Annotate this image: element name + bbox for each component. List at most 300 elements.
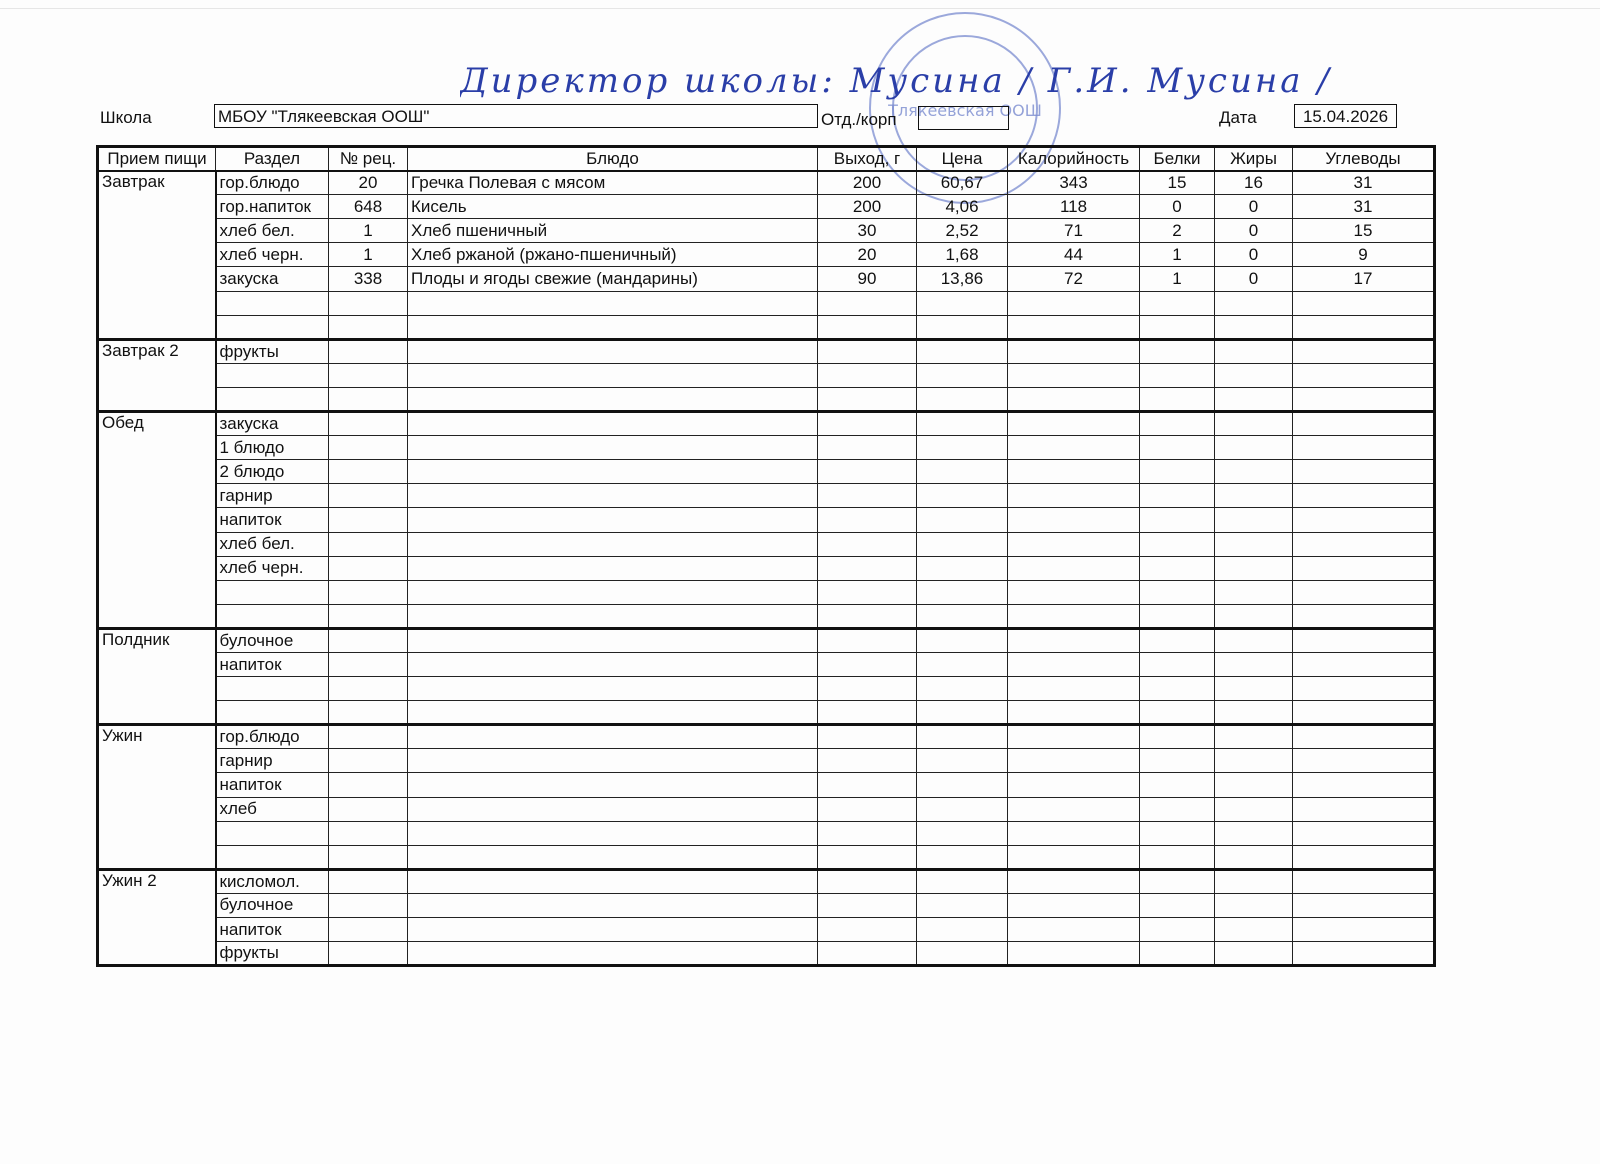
price-cell[interactable] xyxy=(917,484,1008,508)
recipe-number-cell[interactable]: 20 xyxy=(329,171,408,195)
price-cell[interactable] xyxy=(917,942,1008,966)
section-cell[interactable] xyxy=(216,701,329,725)
protein-cell[interactable]: 0 xyxy=(1140,195,1215,219)
price-cell[interactable] xyxy=(917,749,1008,773)
recipe-number-cell[interactable] xyxy=(329,508,408,532)
date-field[interactable]: 15.04.2026 xyxy=(1294,104,1397,128)
carbs-cell[interactable] xyxy=(1293,436,1435,460)
protein-cell[interactable]: 1 xyxy=(1140,267,1215,291)
price-cell[interactable] xyxy=(917,845,1008,869)
recipe-number-cell[interactable] xyxy=(329,339,408,363)
recipe-number-cell[interactable] xyxy=(329,652,408,676)
price-cell[interactable] xyxy=(917,628,1008,652)
recipe-number-cell[interactable] xyxy=(329,701,408,725)
dish-cell[interactable] xyxy=(408,387,818,411)
fat-cell[interactable] xyxy=(1215,628,1293,652)
recipe-number-cell[interactable] xyxy=(329,918,408,942)
calories-cell[interactable] xyxy=(1008,628,1140,652)
calories-cell[interactable]: 72 xyxy=(1008,267,1140,291)
price-cell[interactable] xyxy=(917,556,1008,580)
protein-cell[interactable] xyxy=(1140,291,1215,315)
price-cell[interactable] xyxy=(917,363,1008,387)
dish-cell[interactable] xyxy=(408,339,818,363)
section-cell[interactable]: фрукты xyxy=(216,339,329,363)
dish-cell[interactable] xyxy=(408,412,818,436)
protein-cell[interactable] xyxy=(1140,556,1215,580)
fat-cell[interactable]: 0 xyxy=(1215,243,1293,267)
yield-cell[interactable] xyxy=(818,436,917,460)
section-cell[interactable]: гарнир xyxy=(216,484,329,508)
protein-cell[interactable] xyxy=(1140,387,1215,411)
recipe-number-cell[interactable] xyxy=(329,628,408,652)
calories-cell[interactable] xyxy=(1008,291,1140,315)
dish-cell[interactable] xyxy=(408,869,818,893)
carbs-cell[interactable] xyxy=(1293,797,1435,821)
dish-cell[interactable] xyxy=(408,604,818,628)
protein-cell[interactable]: 1 xyxy=(1140,243,1215,267)
section-cell[interactable] xyxy=(216,677,329,701)
fat-cell[interactable] xyxy=(1215,725,1293,749)
carbs-cell[interactable] xyxy=(1293,315,1435,339)
calories-cell[interactable] xyxy=(1008,508,1140,532)
carbs-cell[interactable] xyxy=(1293,508,1435,532)
fat-cell[interactable] xyxy=(1215,797,1293,821)
protein-cell[interactable] xyxy=(1140,628,1215,652)
yield-cell[interactable] xyxy=(818,797,917,821)
price-cell[interactable]: 2,52 xyxy=(917,219,1008,243)
protein-cell[interactable] xyxy=(1140,677,1215,701)
recipe-number-cell[interactable] xyxy=(329,580,408,604)
protein-cell[interactable] xyxy=(1140,918,1215,942)
yield-cell[interactable]: 90 xyxy=(818,267,917,291)
fat-cell[interactable] xyxy=(1215,315,1293,339)
recipe-number-cell[interactable]: 1 xyxy=(329,219,408,243)
yield-cell[interactable] xyxy=(818,749,917,773)
recipe-number-cell[interactable]: 1 xyxy=(329,243,408,267)
section-cell[interactable]: закуска xyxy=(216,412,329,436)
carbs-cell[interactable] xyxy=(1293,749,1435,773)
fat-cell[interactable] xyxy=(1215,773,1293,797)
protein-cell[interactable] xyxy=(1140,460,1215,484)
dish-cell[interactable] xyxy=(408,701,818,725)
carbs-cell[interactable] xyxy=(1293,942,1435,966)
yield-cell[interactable] xyxy=(818,821,917,845)
carbs-cell[interactable] xyxy=(1293,484,1435,508)
carbs-cell[interactable] xyxy=(1293,701,1435,725)
section-cell[interactable] xyxy=(216,363,329,387)
protein-cell[interactable] xyxy=(1140,339,1215,363)
recipe-number-cell[interactable]: 338 xyxy=(329,267,408,291)
calories-cell[interactable]: 343 xyxy=(1008,171,1140,195)
calories-cell[interactable] xyxy=(1008,845,1140,869)
dish-cell[interactable] xyxy=(408,893,818,917)
fat-cell[interactable] xyxy=(1215,652,1293,676)
section-cell[interactable]: напиток xyxy=(216,508,329,532)
carbs-cell[interactable] xyxy=(1293,918,1435,942)
fat-cell[interactable] xyxy=(1215,412,1293,436)
calories-cell[interactable] xyxy=(1008,339,1140,363)
fat-cell[interactable] xyxy=(1215,532,1293,556)
yield-cell[interactable] xyxy=(818,628,917,652)
protein-cell[interactable] xyxy=(1140,604,1215,628)
calories-cell[interactable] xyxy=(1008,773,1140,797)
protein-cell[interactable] xyxy=(1140,315,1215,339)
calories-cell[interactable] xyxy=(1008,821,1140,845)
yield-cell[interactable] xyxy=(818,484,917,508)
section-cell[interactable] xyxy=(216,845,329,869)
fat-cell[interactable] xyxy=(1215,701,1293,725)
dish-cell[interactable] xyxy=(408,652,818,676)
section-cell[interactable]: хлеб бел. xyxy=(216,219,329,243)
section-cell[interactable]: напиток xyxy=(216,773,329,797)
protein-cell[interactable] xyxy=(1140,532,1215,556)
recipe-number-cell[interactable] xyxy=(329,749,408,773)
carbs-cell[interactable] xyxy=(1293,628,1435,652)
section-cell[interactable]: хлеб черн. xyxy=(216,243,329,267)
fat-cell[interactable] xyxy=(1215,869,1293,893)
dish-cell[interactable]: Кисель xyxy=(408,195,818,219)
dish-cell[interactable] xyxy=(408,918,818,942)
price-cell[interactable]: 1,68 xyxy=(917,243,1008,267)
price-cell[interactable] xyxy=(917,773,1008,797)
fat-cell[interactable] xyxy=(1215,749,1293,773)
calories-cell[interactable] xyxy=(1008,725,1140,749)
carbs-cell[interactable] xyxy=(1293,556,1435,580)
recipe-number-cell[interactable] xyxy=(329,604,408,628)
calories-cell[interactable] xyxy=(1008,652,1140,676)
dish-cell[interactable] xyxy=(408,773,818,797)
calories-cell[interactable] xyxy=(1008,677,1140,701)
dish-cell[interactable] xyxy=(408,315,818,339)
section-cell[interactable]: булочное xyxy=(216,628,329,652)
section-cell[interactable]: закуска xyxy=(216,267,329,291)
section-cell[interactable] xyxy=(216,387,329,411)
yield-cell[interactable] xyxy=(818,363,917,387)
dish-cell[interactable] xyxy=(408,677,818,701)
fat-cell[interactable] xyxy=(1215,339,1293,363)
section-cell[interactable]: кисломол. xyxy=(216,869,329,893)
recipe-number-cell[interactable] xyxy=(329,725,408,749)
protein-cell[interactable]: 15 xyxy=(1140,171,1215,195)
dish-cell[interactable] xyxy=(408,628,818,652)
dish-cell[interactable] xyxy=(408,556,818,580)
protein-cell[interactable] xyxy=(1140,652,1215,676)
dish-cell[interactable] xyxy=(408,580,818,604)
recipe-number-cell[interactable] xyxy=(329,869,408,893)
calories-cell[interactable] xyxy=(1008,701,1140,725)
yield-cell[interactable] xyxy=(818,677,917,701)
carbs-cell[interactable] xyxy=(1293,291,1435,315)
section-cell[interactable]: гор.блюдо xyxy=(216,171,329,195)
protein-cell[interactable] xyxy=(1140,436,1215,460)
section-cell[interactable]: булочное xyxy=(216,893,329,917)
fat-cell[interactable] xyxy=(1215,893,1293,917)
protein-cell[interactable] xyxy=(1140,508,1215,532)
calories-cell[interactable] xyxy=(1008,387,1140,411)
dish-cell[interactable]: Хлеб пшеничный xyxy=(408,219,818,243)
protein-cell[interactable] xyxy=(1140,773,1215,797)
yield-cell[interactable] xyxy=(818,508,917,532)
calories-cell[interactable] xyxy=(1008,893,1140,917)
carbs-cell[interactable] xyxy=(1293,339,1435,363)
dish-cell[interactable] xyxy=(408,532,818,556)
dish-cell[interactable] xyxy=(408,484,818,508)
calories-cell[interactable] xyxy=(1008,749,1140,773)
carbs-cell[interactable] xyxy=(1293,532,1435,556)
carbs-cell[interactable] xyxy=(1293,412,1435,436)
yield-cell[interactable] xyxy=(818,315,917,339)
carbs-cell[interactable] xyxy=(1293,845,1435,869)
section-cell[interactable]: гор.напиток xyxy=(216,195,329,219)
price-cell[interactable] xyxy=(917,701,1008,725)
fat-cell[interactable] xyxy=(1215,508,1293,532)
fat-cell[interactable] xyxy=(1215,484,1293,508)
calories-cell[interactable] xyxy=(1008,315,1140,339)
yield-cell[interactable] xyxy=(818,532,917,556)
fat-cell[interactable]: 0 xyxy=(1215,219,1293,243)
recipe-number-cell[interactable] xyxy=(329,893,408,917)
carbs-cell[interactable] xyxy=(1293,387,1435,411)
calories-cell[interactable]: 44 xyxy=(1008,243,1140,267)
dish-cell[interactable] xyxy=(408,749,818,773)
section-cell[interactable]: гарнир xyxy=(216,749,329,773)
recipe-number-cell[interactable]: 648 xyxy=(329,195,408,219)
price-cell[interactable] xyxy=(917,677,1008,701)
recipe-number-cell[interactable] xyxy=(329,460,408,484)
calories-cell[interactable] xyxy=(1008,797,1140,821)
protein-cell[interactable] xyxy=(1140,363,1215,387)
calories-cell[interactable] xyxy=(1008,942,1140,966)
price-cell[interactable] xyxy=(917,869,1008,893)
protein-cell[interactable] xyxy=(1140,412,1215,436)
protein-cell[interactable] xyxy=(1140,942,1215,966)
price-cell[interactable]: 60,67 xyxy=(917,171,1008,195)
recipe-number-cell[interactable] xyxy=(329,773,408,797)
section-cell[interactable]: гор.блюдо xyxy=(216,725,329,749)
yield-cell[interactable] xyxy=(818,387,917,411)
price-cell[interactable] xyxy=(917,412,1008,436)
yield-cell[interactable] xyxy=(818,291,917,315)
fat-cell[interactable] xyxy=(1215,556,1293,580)
yield-cell[interactable] xyxy=(818,652,917,676)
price-cell[interactable] xyxy=(917,291,1008,315)
protein-cell[interactable] xyxy=(1140,580,1215,604)
recipe-number-cell[interactable] xyxy=(329,942,408,966)
dish-cell[interactable]: Хлеб ржаной (ржано-пшеничный) xyxy=(408,243,818,267)
dish-cell[interactable] xyxy=(408,821,818,845)
fat-cell[interactable] xyxy=(1215,580,1293,604)
fat-cell[interactable] xyxy=(1215,918,1293,942)
carbs-cell[interactable] xyxy=(1293,869,1435,893)
carbs-cell[interactable]: 15 xyxy=(1293,219,1435,243)
recipe-number-cell[interactable] xyxy=(329,436,408,460)
fat-cell[interactable] xyxy=(1215,942,1293,966)
carbs-cell[interactable] xyxy=(1293,580,1435,604)
protein-cell[interactable] xyxy=(1140,701,1215,725)
calories-cell[interactable] xyxy=(1008,556,1140,580)
price-cell[interactable] xyxy=(917,387,1008,411)
yield-cell[interactable] xyxy=(818,604,917,628)
protein-cell[interactable]: 2 xyxy=(1140,219,1215,243)
yield-cell[interactable] xyxy=(818,725,917,749)
yield-cell[interactable] xyxy=(818,893,917,917)
yield-cell[interactable] xyxy=(818,701,917,725)
price-cell[interactable] xyxy=(917,604,1008,628)
section-cell[interactable] xyxy=(216,291,329,315)
protein-cell[interactable] xyxy=(1140,869,1215,893)
calories-cell[interactable] xyxy=(1008,460,1140,484)
yield-cell[interactable]: 30 xyxy=(818,219,917,243)
calories-cell[interactable] xyxy=(1008,436,1140,460)
section-cell[interactable] xyxy=(216,315,329,339)
yield-cell[interactable]: 20 xyxy=(818,243,917,267)
yield-cell[interactable] xyxy=(818,556,917,580)
dish-cell[interactable]: Гречка Полевая с мясом xyxy=(408,171,818,195)
yield-cell[interactable]: 200 xyxy=(818,171,917,195)
school-field[interactable]: МБОУ "Тлякеевская ООШ" xyxy=(214,104,818,128)
recipe-number-cell[interactable] xyxy=(329,291,408,315)
fat-cell[interactable] xyxy=(1215,677,1293,701)
calories-cell[interactable]: 118 xyxy=(1008,195,1140,219)
dish-cell[interactable] xyxy=(408,460,818,484)
dish-cell[interactable]: Плоды и ягоды свежие (мандарины) xyxy=(408,267,818,291)
section-cell[interactable]: хлеб xyxy=(216,797,329,821)
carbs-cell[interactable] xyxy=(1293,652,1435,676)
carbs-cell[interactable]: 31 xyxy=(1293,171,1435,195)
dish-cell[interactable] xyxy=(408,797,818,821)
dish-cell[interactable] xyxy=(408,436,818,460)
recipe-number-cell[interactable] xyxy=(329,363,408,387)
carbs-cell[interactable]: 31 xyxy=(1293,195,1435,219)
fat-cell[interactable] xyxy=(1215,460,1293,484)
recipe-number-cell[interactable] xyxy=(329,412,408,436)
price-cell[interactable] xyxy=(917,893,1008,917)
yield-cell[interactable] xyxy=(818,339,917,363)
fat-cell[interactable] xyxy=(1215,363,1293,387)
fat-cell[interactable] xyxy=(1215,604,1293,628)
price-cell[interactable] xyxy=(917,339,1008,363)
calories-cell[interactable] xyxy=(1008,532,1140,556)
price-cell[interactable] xyxy=(917,725,1008,749)
recipe-number-cell[interactable] xyxy=(329,845,408,869)
calories-cell[interactable] xyxy=(1008,580,1140,604)
section-cell[interactable] xyxy=(216,604,329,628)
section-cell[interactable]: напиток xyxy=(216,652,329,676)
price-cell[interactable] xyxy=(917,508,1008,532)
protein-cell[interactable] xyxy=(1140,797,1215,821)
price-cell[interactable]: 13,86 xyxy=(917,267,1008,291)
fat-cell[interactable]: 0 xyxy=(1215,195,1293,219)
protein-cell[interactable] xyxy=(1140,845,1215,869)
yield-cell[interactable] xyxy=(818,942,917,966)
fat-cell[interactable] xyxy=(1215,387,1293,411)
calories-cell[interactable] xyxy=(1008,363,1140,387)
yield-cell[interactable]: 200 xyxy=(818,195,917,219)
section-cell[interactable]: хлеб бел. xyxy=(216,532,329,556)
fat-cell[interactable] xyxy=(1215,845,1293,869)
section-cell[interactable] xyxy=(216,580,329,604)
yield-cell[interactable] xyxy=(818,845,917,869)
carbs-cell[interactable] xyxy=(1293,893,1435,917)
carbs-cell[interactable] xyxy=(1293,773,1435,797)
fat-cell[interactable]: 0 xyxy=(1215,267,1293,291)
carbs-cell[interactable] xyxy=(1293,821,1435,845)
yield-cell[interactable] xyxy=(818,773,917,797)
price-cell[interactable] xyxy=(917,580,1008,604)
dish-cell[interactable] xyxy=(408,291,818,315)
branch-field[interactable] xyxy=(918,106,1009,130)
calories-cell[interactable] xyxy=(1008,604,1140,628)
yield-cell[interactable] xyxy=(818,580,917,604)
recipe-number-cell[interactable] xyxy=(329,387,408,411)
carbs-cell[interactable] xyxy=(1293,460,1435,484)
section-cell[interactable]: напиток xyxy=(216,918,329,942)
dish-cell[interactable] xyxy=(408,363,818,387)
price-cell[interactable] xyxy=(917,821,1008,845)
calories-cell[interactable]: 71 xyxy=(1008,219,1140,243)
protein-cell[interactable] xyxy=(1140,725,1215,749)
protein-cell[interactable] xyxy=(1140,749,1215,773)
section-cell[interactable]: фрукты xyxy=(216,942,329,966)
yield-cell[interactable] xyxy=(818,460,917,484)
price-cell[interactable] xyxy=(917,315,1008,339)
recipe-number-cell[interactable] xyxy=(329,532,408,556)
dish-cell[interactable] xyxy=(408,845,818,869)
recipe-number-cell[interactable] xyxy=(329,797,408,821)
yield-cell[interactable] xyxy=(818,918,917,942)
protein-cell[interactable] xyxy=(1140,893,1215,917)
price-cell[interactable]: 4,06 xyxy=(917,195,1008,219)
price-cell[interactable] xyxy=(917,918,1008,942)
dish-cell[interactable] xyxy=(408,725,818,749)
carbs-cell[interactable] xyxy=(1293,363,1435,387)
carbs-cell[interactable] xyxy=(1293,677,1435,701)
calories-cell[interactable] xyxy=(1008,484,1140,508)
recipe-number-cell[interactable] xyxy=(329,821,408,845)
fat-cell[interactable] xyxy=(1215,291,1293,315)
yield-cell[interactable] xyxy=(818,869,917,893)
recipe-number-cell[interactable] xyxy=(329,315,408,339)
carbs-cell[interactable]: 9 xyxy=(1293,243,1435,267)
section-cell[interactable]: хлеб черн. xyxy=(216,556,329,580)
recipe-number-cell[interactable] xyxy=(329,677,408,701)
section-cell[interactable] xyxy=(216,821,329,845)
fat-cell[interactable]: 16 xyxy=(1215,171,1293,195)
yield-cell[interactable] xyxy=(818,412,917,436)
price-cell[interactable] xyxy=(917,460,1008,484)
carbs-cell[interactable] xyxy=(1293,725,1435,749)
carbs-cell[interactable]: 17 xyxy=(1293,267,1435,291)
carbs-cell[interactable] xyxy=(1293,604,1435,628)
price-cell[interactable] xyxy=(917,436,1008,460)
section-cell[interactable]: 2 блюдо xyxy=(216,460,329,484)
price-cell[interactable] xyxy=(917,652,1008,676)
price-cell[interactable] xyxy=(917,532,1008,556)
protein-cell[interactable] xyxy=(1140,821,1215,845)
fat-cell[interactable] xyxy=(1215,821,1293,845)
calories-cell[interactable] xyxy=(1008,918,1140,942)
recipe-number-cell[interactable] xyxy=(329,484,408,508)
dish-cell[interactable] xyxy=(408,942,818,966)
recipe-number-cell[interactable] xyxy=(329,556,408,580)
section-cell[interactable]: 1 блюдо xyxy=(216,436,329,460)
price-cell[interactable] xyxy=(917,797,1008,821)
calories-cell[interactable] xyxy=(1008,412,1140,436)
dish-cell[interactable] xyxy=(408,508,818,532)
fat-cell[interactable] xyxy=(1215,436,1293,460)
protein-cell[interactable] xyxy=(1140,484,1215,508)
calories-cell[interactable] xyxy=(1008,869,1140,893)
